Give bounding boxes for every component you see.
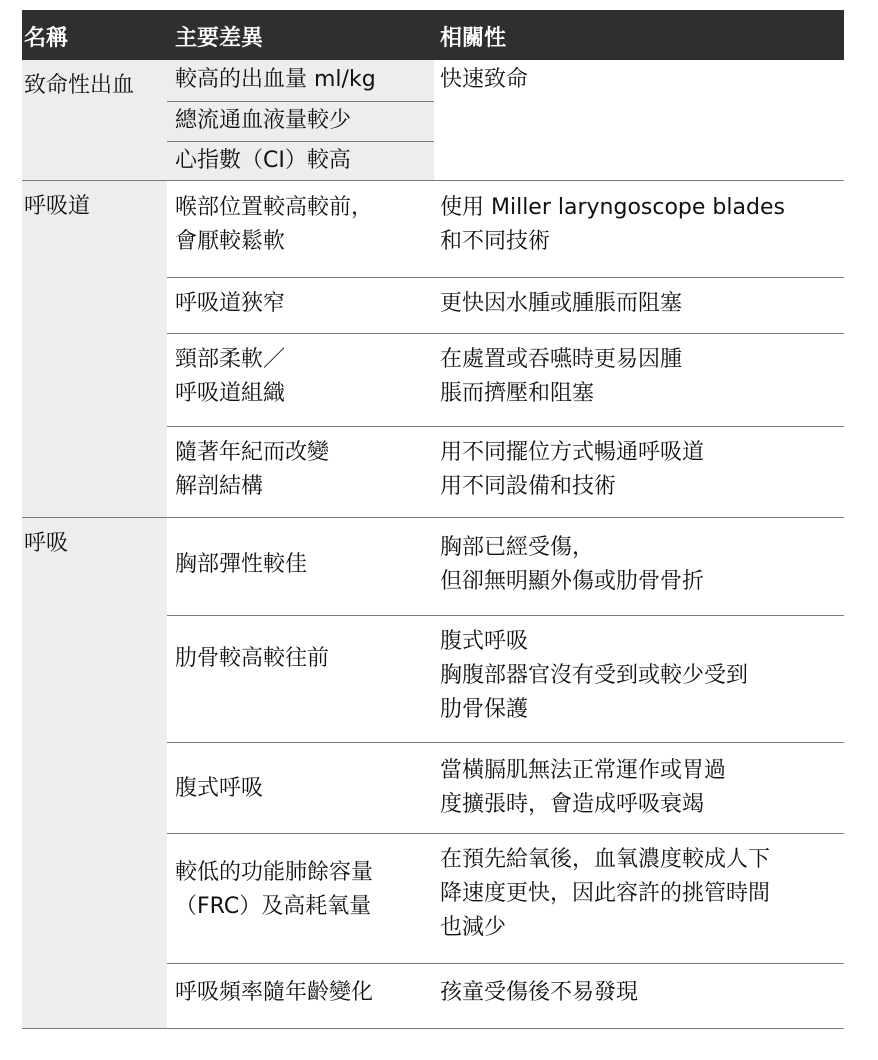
section-name: 呼吸道 [24, 194, 91, 219]
difference-text: 較高的出血量 ml/kg [175, 67, 376, 92]
relevance-text: 在處置或吞嚥時更易因腫 脹而擠壓和阻塞 [440, 347, 683, 406]
row-divider [167, 141, 434, 142]
relevance-text: 快速致命 [440, 67, 529, 92]
difference-text: 較低的功能肺餘容量 （FRC）及高耗氧量 [175, 860, 374, 919]
section-name-cell [22, 518, 167, 1029]
row-divider [167, 742, 844, 743]
difference-text: 心指數（CI）較高 [175, 148, 351, 173]
difference-text: 頸部柔軟／ 呼吸道組織 [175, 347, 286, 406]
difference-text: 呼吸頻率隨年齡變化 [175, 980, 374, 1005]
header-difference: 主要差異 [175, 26, 264, 51]
header-name: 名稱 [24, 26, 69, 51]
relevance-text: 用不同擺位方式暢通呼吸道 用不同設備和技術 [440, 440, 705, 499]
comparison-table [22, 10, 844, 1029]
section-airway [22, 181, 844, 518]
difference-text: 腹式呼吸 [175, 776, 264, 801]
row-divider [167, 426, 844, 427]
relevance-text: 孩童受傷後不易發現 [440, 980, 639, 1005]
differences-cell [167, 60, 434, 181]
relevance-text: 在預先給氧後，血氧濃度較成人下 降速度更快，因此容許的挑管時間 也減少 [440, 847, 771, 940]
difference-text: 喉部位置較高較前， 會厭較鬆軟 [175, 195, 374, 254]
section-name: 呼吸 [24, 531, 69, 556]
relevance-text: 使用 Miller laryngoscope blades 和不同技術 [440, 195, 785, 254]
section-breathing [22, 518, 844, 1029]
relevance-text: 更快因水腫或腫脹而阻塞 [440, 291, 683, 316]
header-relevance: 相關性 [440, 26, 507, 51]
section-name: 致命性出血 [24, 73, 135, 98]
table-bottom-border [22, 1028, 844, 1029]
difference-text: 總流通血液量較少 [175, 108, 352, 133]
row-divider [167, 963, 844, 964]
section-name-cell [22, 181, 167, 518]
section-name-cell [22, 60, 167, 181]
relevance-text: 當橫膈肌無法正常運作或胃過 度擴張時，會造成呼吸衰竭 [440, 758, 727, 817]
row-divider [167, 333, 844, 334]
row-divider [167, 101, 434, 102]
difference-text: 隨著年紀而改變 解剖結構 [175, 440, 330, 499]
row-divider [167, 615, 844, 616]
difference-text: 胸部彈性較佳 [175, 552, 308, 577]
row-divider [167, 833, 844, 834]
row-divider [167, 277, 844, 278]
difference-text: 肋骨較高較往前 [175, 646, 330, 671]
relevance-text: 腹式呼吸 胸腹部器官沒有受到或較少受到 肋骨保護 [440, 629, 749, 722]
relevance-text: 胸部已經受傷， 但卻無明顯外傷或肋骨骨折 [440, 535, 705, 594]
difference-text: 呼吸道狹窄 [175, 291, 286, 316]
section-hemorrhage [22, 60, 844, 181]
table-header [22, 10, 844, 60]
